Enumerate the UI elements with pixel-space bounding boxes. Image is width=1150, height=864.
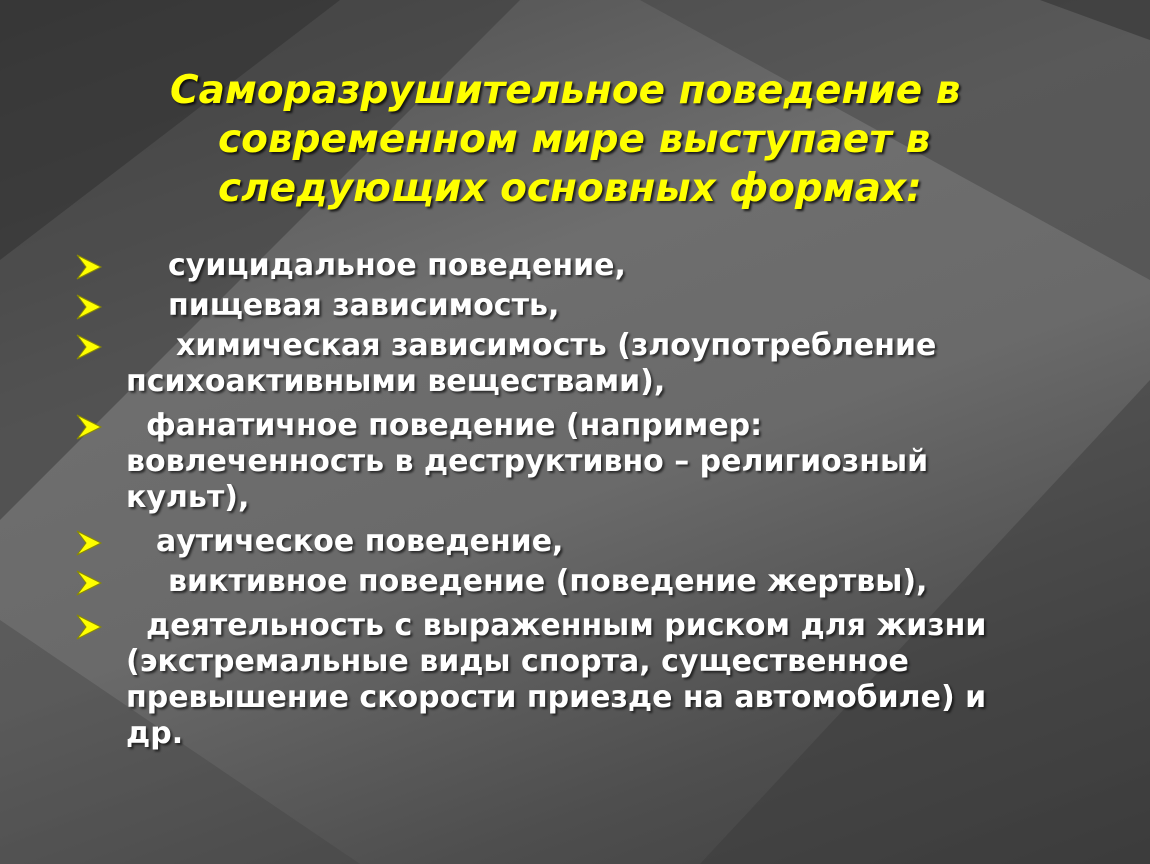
title-line-2: современном мире выступает в	[218, 117, 931, 162]
arrowhead-bullet-icon	[74, 613, 114, 641]
arrowhead-bullet-icon	[74, 529, 114, 557]
list-item	[74, 288, 1114, 324]
slide-title	[170, 66, 1030, 213]
arrowhead-bullet-icon	[74, 569, 114, 597]
arrowhead-bullet-icon	[74, 293, 114, 321]
forms-list	[74, 248, 1114, 756]
list-item	[74, 524, 1114, 560]
list-item-text: превышение скорости приезде на автомобиле) и	[126, 680, 987, 715]
list-item	[74, 248, 1114, 284]
list-item-text: др.	[126, 716, 184, 751]
list-item-text: пищевая зависимость,	[168, 288, 560, 323]
list-item-text: деятельность с выраженным риском для жизни	[146, 608, 987, 643]
list-item	[74, 328, 1114, 400]
title-line-3: следующих основных формах:	[218, 166, 922, 211]
list-item-text: психоактивными веществами),	[126, 364, 666, 399]
list-item-text: вовлеченность в деструктивно – религиозный	[126, 444, 929, 479]
title-line-1: Саморазрушительное поведение в	[170, 68, 961, 113]
list-item-text: фанатичное поведение (например:	[146, 408, 763, 443]
arrowhead-bullet-icon	[74, 413, 114, 441]
list-item-text: суицидальное поведение,	[168, 248, 626, 283]
list-item	[74, 564, 1114, 600]
list-item	[74, 408, 1114, 516]
list-item-text: культ),	[126, 480, 250, 515]
list-item-text: химическая зависимость (злоупотребление	[176, 328, 937, 363]
list-item-text: аутическое поведение,	[156, 524, 564, 559]
arrowhead-bullet-icon	[74, 333, 114, 361]
list-item-text: (экстремальные виды спорта, существенное	[126, 644, 909, 679]
list-item	[74, 608, 1114, 752]
arrowhead-bullet-icon	[74, 253, 114, 281]
list-item-text: виктивное поведение (поведение жертвы),	[168, 564, 928, 599]
